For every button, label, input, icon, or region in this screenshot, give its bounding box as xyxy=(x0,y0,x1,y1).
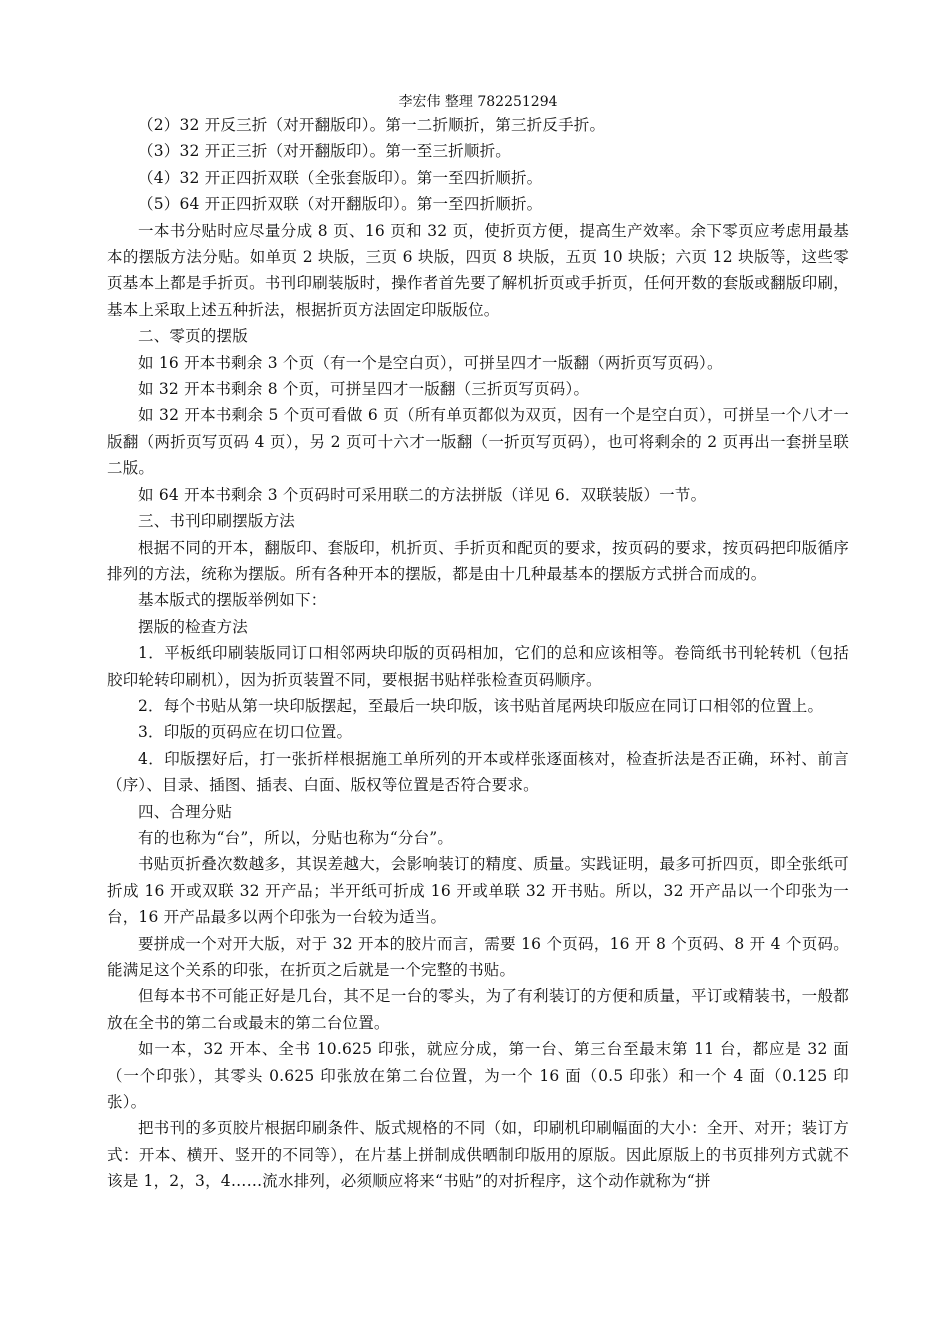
paragraph: （2）32 开反三折（对开翻版印）。第一二折顺折，第三折反手折。 xyxy=(138,116,606,134)
section-heading: 四、合理分贴 xyxy=(138,802,233,821)
paragraph: 书贴页折叠次数越多，其误差越大，会影响装订的精度、质量。实践证明，最多可折四页，即全张纸可折成 16 开或双联 32 开产品；半开纸可折成 16 开或单联 32 开书贴。所以，32 开产品以一个印张为一台，16 开产品最多以两个印张为一台较为适当。 xyxy=(107,855,849,927)
sub-heading: 摆版的检查方法 xyxy=(138,617,248,636)
paragraph: 如 16 开本书剩余 3 个页（有一个是空白页），可拼呈四才一版翻（两折页写页码）。 xyxy=(138,353,723,372)
document-page xyxy=(107,92,849,1195)
paragraph: 3．印版的页码应在切口位置。 xyxy=(138,723,353,742)
paragraph: 如 64 开本书剩余 3 个页码时可采用联二的方法拼版（详见 6．双联装版）一节。 xyxy=(138,485,707,504)
paragraph: 1．平板纸印刷装版同订口相邻两块印版的页码相加，它们的总和应该相等。卷筒纸书刊轮转机（包括胶印轮转印刷机），因为折页装置不同，要根据书贴样张检查页码顺序。 xyxy=(107,644,849,689)
paragraph: 要拼成一个对开大版，对于 32 开本的胶片而言，需要 16 个页码，16 开 8 个页码、8 开 4 个页码。能满足这个关系的印张，在折页之后就是一个完整的书贴。 xyxy=(107,934,849,979)
page-header: 李宏伟 整理 782251294 xyxy=(398,94,558,110)
section-heading: 二、零页的摆版 xyxy=(138,327,248,346)
section-heading: 三、书刊印刷摆版方法 xyxy=(138,512,296,531)
paragraph: 一本书分贴时应尽量分成 8 页、16 页和 32 页，使折页方便，提高生产效率。余下零页应考虑用最基本的摆版方法分贴。如单页 2 块版，三页 6 块版，四页 8 块版，五页 10 块版；六页 12 块版等，这些零页基本上都是手折页。书刊印刷装版时，操作者首先要了解机折页或手折页，任何开数的套版或翻版印刷，基本上采取上述五种折法，根据折页方法固定印版版位。 xyxy=(107,221,849,319)
paragraph: 把书刊的多页胶片根据印刷条件、版式规格的不同（如，印刷机印刷幅面的大小：全开、对开；装订方式：开本、横开、竖开的不同等），在片基上拼制成供晒制印版用的原版。因此原版上的书页排列方式就不该是 1，2，3，4……流水排列，必须顺应将来“书贴”的对折程序，这个动作就称为“拼 xyxy=(107,1119,849,1191)
paragraph: （5）64 开正四折双联（对开翻版印）。第一至四折顺折。 xyxy=(138,195,543,214)
paragraph: 有的也称为“台”，所以，分贴也称为“分台”。 xyxy=(138,828,454,847)
paragraph: （4）32 开正四折双联（全张套版印）。第一至四折顺折。 xyxy=(138,168,543,187)
paragraph: 如一本，32 开本、全书 10.625 印张，就应分成，第一台、第三台至最末第 11 台，都应是 32 面（一个印张），其零头 0.625 印张放在第二台位置，为一个 16 面（0.5 印张）和一个 4 面（0.125 印张）。 xyxy=(107,1040,849,1112)
paragraph: 基本版式的摆版举例如下： xyxy=(138,591,327,610)
paragraph: 4．印版摆好后，打一张折样根据施工单所列的开本或样张逐面核对，检查折法是否正确，环衬、前言（序）、目录、插图、插表、白面、版权等位置是否符合要求。 xyxy=(107,749,849,795)
paragraph: （3）32 开正三折（对开翻版印）。第一至三折顺折。 xyxy=(138,142,511,161)
paragraph: 但每本书不可能正好是几台，其不足一台的零头，为了有利装订的方便和质量，平订或精装书，一般都放在全书的第二台或最末的第二台位置。 xyxy=(107,987,849,1032)
paragraph: 如 32 开本书剩余 8 个页，可拼呈四才一版翻（三折页写页码）。 xyxy=(138,380,590,399)
paragraph: 如 32 开本书剩余 5 个页可看做 6 页（所有单页都似为双页，因有一个是空白页），可拼呈一个八才一版翻（两折页写页码 4 页），另 2 页可十六才一版翻（一折页写页码），也可将剩余的 2 页再出一套拼呈联二版。 xyxy=(107,406,849,478)
paragraph: 根据不同的开本，翻版印、套版印，机折页、手折页和配页的要求，按页码的要求，按页码把印版循序排列的方法，统称为摆版。所有各种开本的摆版，都是由十几种最基本的摆版方式拼合而成的。 xyxy=(107,538,849,583)
document-body xyxy=(107,112,849,1195)
paragraph: 2．每个书贴从第一块印版摆起，至最后一块印版，该书贴首尾两块印版应在同订口相邻的位置上。 xyxy=(138,696,824,715)
